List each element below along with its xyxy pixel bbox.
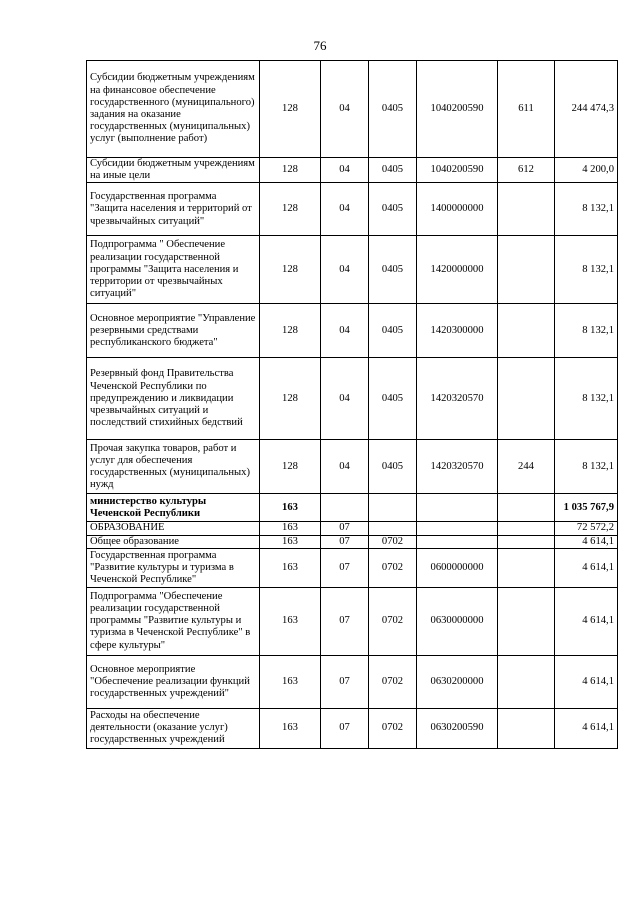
subsection-code [369, 494, 417, 522]
admin-code: 128 [260, 158, 321, 183]
admin-code: 128 [260, 440, 321, 494]
row-name: ОБРАЗОВАНИЕ [87, 522, 260, 535]
row-name: Субсидии бюджетным учреждениям на финансовое обеспечение государственного (муниципального) задания на оказание государственных (муниципальных) услуг (выполнение работ) [87, 61, 260, 158]
section-code [321, 494, 369, 522]
expense-type-code [498, 587, 555, 655]
subsection-code: 0702 [369, 655, 417, 708]
row-name: Основное мероприятие "Обеспечение реализации функций государственных учреждений" [87, 655, 260, 708]
admin-code: 163 [260, 655, 321, 708]
section-code: 07 [321, 535, 369, 548]
target-article-code: 1420320570 [417, 440, 498, 494]
admin-code: 163 [260, 548, 321, 587]
row-name: Подпрограмма "Обеспечение реализации государственной программы "Развитие культуры и туризма в Чеченской Республике" в сфере культуры" [87, 587, 260, 655]
amount: 4 614,1 [555, 708, 618, 748]
row-name: Субсидии бюджетным учреждениям на иные цели [87, 158, 260, 183]
row-name: Общее образование [87, 535, 260, 548]
subsection-code: 0405 [369, 158, 417, 183]
expense-type-code: 611 [498, 61, 555, 158]
table-row [87, 304, 618, 358]
target-article-code: 0630000000 [417, 587, 498, 655]
expense-type-code [498, 358, 555, 440]
expense-type-code [498, 655, 555, 708]
admin-code: 128 [260, 358, 321, 440]
section-code: 07 [321, 708, 369, 748]
admin-code: 163 [260, 522, 321, 535]
admin-code: 128 [260, 183, 321, 236]
admin-code: 128 [260, 236, 321, 304]
target-article-code: 0630200590 [417, 708, 498, 748]
admin-code: 163 [260, 587, 321, 655]
row-name: Прочая закупка товаров, работ и услуг для обеспечения государственных (муниципальных) нужд [87, 440, 260, 494]
amount: 1 035 767,9 [555, 494, 618, 522]
subsection-code: 0405 [369, 358, 417, 440]
target-article-code: 0630200000 [417, 655, 498, 708]
expense-type-code [498, 522, 555, 535]
amount: 8 132,1 [555, 440, 618, 494]
row-name: министерство культуры Чеченской Республики [87, 494, 260, 522]
expense-type-code [498, 304, 555, 358]
row-name: Резервный фонд Правительства Чеченской Республики по предупреждению и ликвидации чрезвычайных ситуаций и последствий стихийных бедствий [87, 358, 260, 440]
target-article-code: 1040200590 [417, 61, 498, 158]
admin-code: 128 [260, 61, 321, 158]
section-code: 04 [321, 304, 369, 358]
expense-type-code [498, 236, 555, 304]
section-code: 07 [321, 522, 369, 535]
admin-code: 128 [260, 304, 321, 358]
amount: 4 614,1 [555, 535, 618, 548]
amount: 72 572,2 [555, 522, 618, 535]
expense-type-code: 612 [498, 158, 555, 183]
subsection-code: 0405 [369, 304, 417, 358]
target-article-code: 1420000000 [417, 236, 498, 304]
row-name: Основное мероприятие "Управление резервными средствами республиканского бюджета" [87, 304, 260, 358]
target-article-code: 1420300000 [417, 304, 498, 358]
table-row [87, 358, 618, 440]
section-code: 07 [321, 655, 369, 708]
amount: 8 132,1 [555, 236, 618, 304]
expense-type-code: 244 [498, 440, 555, 494]
section-code: 04 [321, 440, 369, 494]
table-row [87, 655, 618, 708]
target-article-code [417, 522, 498, 535]
section-code: 04 [321, 236, 369, 304]
amount: 4 614,1 [555, 655, 618, 708]
admin-code: 163 [260, 494, 321, 522]
table-row [87, 708, 618, 748]
subsection-code: 0405 [369, 183, 417, 236]
expense-type-code [498, 494, 555, 522]
target-article-code [417, 535, 498, 548]
amount: 244 474,3 [555, 61, 618, 158]
table-row [87, 535, 618, 548]
target-article-code: 0600000000 [417, 548, 498, 587]
target-article-code: 1040200590 [417, 158, 498, 183]
subsection-code: 0405 [369, 236, 417, 304]
subsection-code: 0702 [369, 587, 417, 655]
table-row [87, 236, 618, 304]
subsection-code: 0405 [369, 61, 417, 158]
section-code: 07 [321, 587, 369, 655]
table-row [87, 587, 618, 655]
amount: 4 614,1 [555, 587, 618, 655]
table-row [87, 494, 618, 522]
target-article-code: 1420320570 [417, 358, 498, 440]
section-code: 04 [321, 358, 369, 440]
amount: 4 200,0 [555, 158, 618, 183]
expense-type-code [498, 183, 555, 236]
table-row [87, 183, 618, 236]
subsection-code: 0702 [369, 535, 417, 548]
section-code: 04 [321, 158, 369, 183]
section-code: 07 [321, 548, 369, 587]
row-name: Государственная программа "Защита населения и территорий от чрезвычайных ситуаций" [87, 183, 260, 236]
row-name: Подпрограмма " Обеспечение реализации государственной программы "Защита населения и территории от чрезвычайных ситуаций" [87, 236, 260, 304]
expense-type-code [498, 548, 555, 587]
expense-type-code [498, 535, 555, 548]
row-name: Государственная программа "Развитие культуры и туризма в Чеченской Республике" [87, 548, 260, 587]
admin-code: 163 [260, 535, 321, 548]
table-row [87, 61, 618, 158]
table-row [87, 522, 618, 535]
amount: 8 132,1 [555, 304, 618, 358]
table-row [87, 158, 618, 183]
amount: 8 132,1 [555, 358, 618, 440]
section-code: 04 [321, 183, 369, 236]
table-row [87, 548, 618, 587]
subsection-code: 0702 [369, 708, 417, 748]
section-code: 04 [321, 61, 369, 158]
row-name: Расходы на обеспечение деятельности (оказание услуг) государственных учреждений [87, 708, 260, 748]
table-body [87, 61, 618, 749]
budget-table [86, 60, 618, 749]
target-article-code: 1400000000 [417, 183, 498, 236]
subsection-code: 0702 [369, 548, 417, 587]
table-row [87, 440, 618, 494]
page-number: 76 [313, 38, 327, 53]
subsection-code [369, 522, 417, 535]
target-article-code [417, 494, 498, 522]
admin-code: 163 [260, 708, 321, 748]
expense-type-code [498, 708, 555, 748]
amount: 8 132,1 [555, 183, 618, 236]
amount: 4 614,1 [555, 548, 618, 587]
subsection-code: 0405 [369, 440, 417, 494]
